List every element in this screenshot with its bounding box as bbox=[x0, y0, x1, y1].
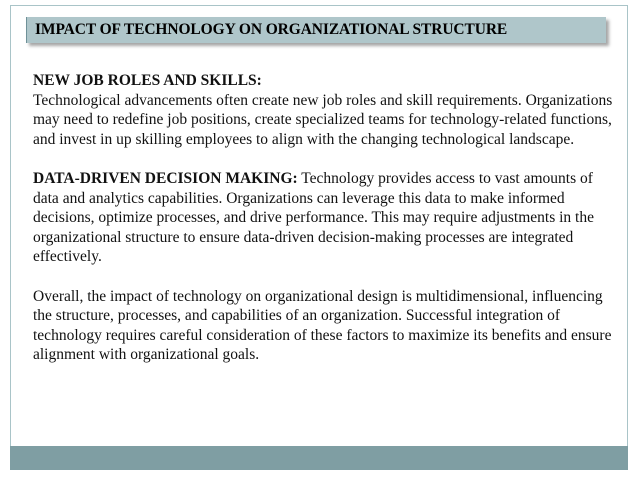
section-data-driven bbox=[33, 169, 619, 267]
section-overall bbox=[33, 287, 619, 365]
footer-bar bbox=[10, 446, 628, 470]
section-overall-body: Overall, the impact of technology on organizational design is multidimensional, influencing the structure, processes, and capabilities of an organization. Successful integration of technology requires careful consideration of these factors to maximize its benefits and ensure alignment with organizational goals. bbox=[33, 287, 612, 364]
section-data-driven-body: Technology provides access to vast amounts of data and analytics capabilities. Organizations can leverage this data to make informed decisions, optimize processes, and drive performance. This may require adjustments in the organizational structure to ensure data-driven decision-making processes are integrated effectively. bbox=[33, 169, 594, 266]
slide-content bbox=[33, 71, 619, 385]
section-job-roles-body: Technological advancements often create new job roles and skill requirements. Organizations may need to redefine job positions, create specialized teams for technology-related functions, and invest in up skilling employees to align with the changing technological landscape. bbox=[33, 91, 613, 148]
slide-title: IMPACT OF TECHNOLOGY ON ORGANIZATIONAL STRUCTURE bbox=[35, 21, 508, 38]
section-job-roles-heading: NEW JOB ROLES AND SKILLS: bbox=[33, 72, 262, 89]
section-data-driven-heading: DATA-DRIVEN DECISION MAKING: bbox=[33, 169, 298, 187]
section-job-roles bbox=[33, 71, 619, 149]
title-bar bbox=[26, 17, 606, 43]
